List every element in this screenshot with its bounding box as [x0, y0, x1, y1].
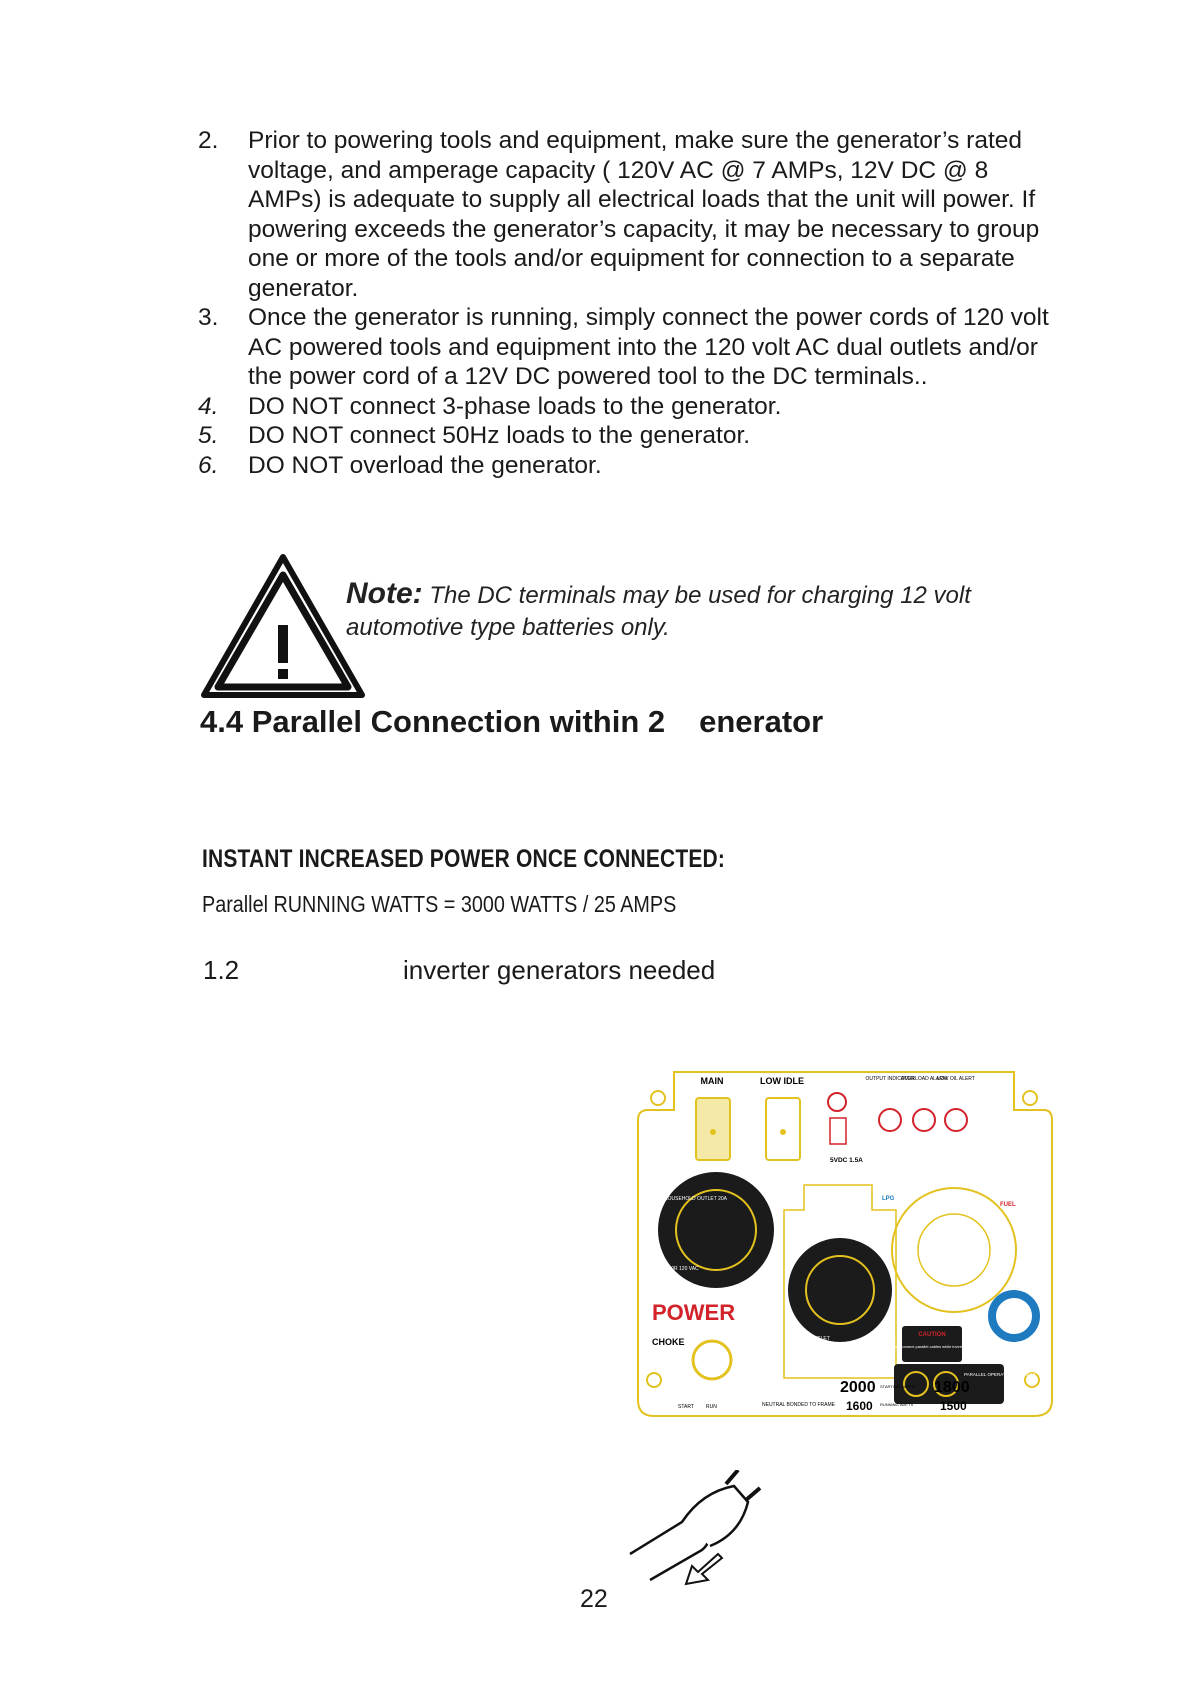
low-oil-alert-label: LOW OIL ALERT: [937, 1076, 975, 1082]
list-number: 3.: [198, 304, 219, 331]
note-label: Note:: [346, 577, 423, 610]
caution-text: DO NOT disconnect parallel cables while inverter is running.: [878, 1344, 986, 1349]
note-block: [346, 578, 1066, 644]
step-number: 1.2: [203, 955, 240, 985]
parallel-label: PARALLEL OPERATION OUTLETS: [964, 1372, 1036, 1377]
outlet-rating-label: 5-20R 120 VAC: [664, 1266, 699, 1272]
instant-power-heading: INSTANT INCREASED POWER ONCE CONNECTED:: [202, 845, 726, 873]
tt30-outlet[interactable]: [788, 1238, 892, 1342]
choke-knob[interactable]: [693, 1341, 731, 1379]
brand-logo: POWER: [652, 1300, 736, 1325]
main-switch-label: MAIN: [700, 1076, 724, 1086]
list-item: [198, 303, 1058, 392]
list-item: [198, 392, 1058, 422]
list-number: 6.: [198, 451, 219, 479]
generator-control-panel: [634, 1070, 1054, 1420]
tt30-label: TT-30R OUTLET: [792, 1336, 830, 1342]
run-label: RUN: [706, 1404, 717, 1410]
usb-rating: 5VDC 1.5A: [830, 1157, 863, 1164]
instruction-list: [198, 126, 1058, 480]
list-item: [198, 421, 1058, 451]
list-text: DO NOT overload the generator.: [248, 451, 602, 479]
gas-starting-watts: 2000: [840, 1379, 876, 1396]
gas-running-watts: 1600: [846, 1399, 873, 1413]
parallel-running-watts: Parallel RUNNING WATTS = 3000 WATTS / 25 AMPS: [202, 891, 677, 917]
list-number: 4.: [198, 392, 219, 420]
starting-watts-label: STARTING WATTS: [880, 1384, 915, 1389]
list-text: Prior to powering tools and equipment, make sure the generator’s rated voltage, and amperage capacity ( 120V AC @ 7 AMPs, 12V DC @ 8 AMPs) is adequate to supply all electrical loads that the unit will power. If powering exceeds the generator’s capacity, it may be necessary to group one or more of the tools and/or equipment for connection to a separate generator.: [248, 127, 1040, 302]
start-label: START: [678, 1404, 694, 1410]
step-line: [203, 955, 715, 986]
low-oil-alert-light: [945, 1109, 967, 1131]
note-text: The DC terminals may be used for charging 12 volt automotive type batteries only.: [346, 582, 971, 641]
list-number: 2.: [198, 127, 219, 154]
page-number: 22: [580, 1585, 608, 1613]
list-text: DO NOT connect 50Hz loads to the generator.: [248, 422, 751, 449]
low-idle-label: LOW IDLE: [760, 1076, 804, 1086]
tt30-rating: 30A 120 VAC: [866, 1336, 896, 1342]
neutral-bonded-label: NEUTRAL BONDED TO FRAME: [762, 1402, 835, 1408]
step-text: inverter generators needed: [403, 955, 716, 985]
fuel-label: FUEL: [1000, 1202, 1016, 1208]
output-indicator-label: OUTPUT INDICATOR: [865, 1076, 915, 1082]
choke-label: CHOKE: [652, 1337, 685, 1347]
list-number: 5.: [198, 422, 219, 449]
running-watts-label: RUNNING WATTS: [880, 1402, 914, 1407]
warning-triangle-icon: [200, 553, 366, 699]
list-item: [198, 126, 1058, 303]
lpg-label: LPG: [882, 1196, 895, 1202]
overload-alarm-label: OVERLOAD ALARM: [900, 1076, 948, 1082]
power-plug-icon: [622, 1470, 782, 1590]
section-title: [200, 704, 823, 740]
section-title-part-a: 4.4 Parallel Connection within 2: [200, 704, 666, 739]
lpg-running-watts: 1500: [940, 1399, 967, 1413]
output-indicator-light: [879, 1109, 901, 1131]
lpg-starting-watts: 1800: [934, 1379, 970, 1396]
caution-title: CAUTION: [918, 1332, 946, 1338]
section-title-part-b: enerator: [699, 704, 824, 739]
household-outlet-label: HOUSEHOLD OUTLET 20A: [664, 1196, 727, 1202]
list-item: [198, 451, 1058, 481]
list-text: DO NOT connect 3-phase loads to the generator.: [248, 392, 782, 420]
overload-alarm-light: [913, 1109, 935, 1131]
list-text: Once the generator is running, simply connect the power cords of 120 volt AC powered tools and equipment into the 120 volt AC dual outlets and/or the power cord of a 12V DC powered tool to the DC terminals..: [248, 304, 1049, 390]
